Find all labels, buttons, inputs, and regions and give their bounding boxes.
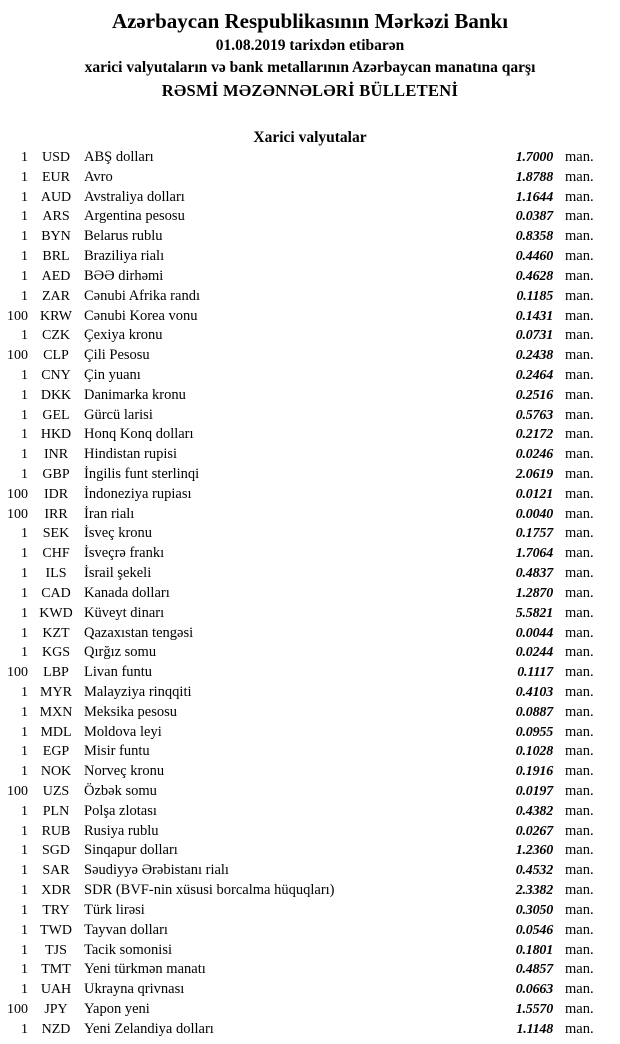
- row-quantity: 100: [7, 784, 28, 799]
- row-currency-code: TWD: [40, 922, 72, 938]
- table-row: [0, 822, 620, 842]
- row-unit: man.: [565, 921, 594, 938]
- table-row: [0, 267, 620, 287]
- table-row: [0, 287, 620, 307]
- row-quantity: 1: [21, 883, 28, 899]
- table-row: [0, 742, 620, 762]
- table-row: [0, 1020, 620, 1040]
- table-row: [0, 861, 620, 881]
- row-rate: 0.0040: [515, 506, 553, 522]
- table-row: [0, 346, 620, 366]
- row-unit: man.: [565, 1020, 594, 1037]
- row-unit: man.: [565, 505, 594, 522]
- row-unit: man.: [565, 426, 594, 443]
- row-currency-code: MXN: [39, 704, 73, 720]
- row-rate: 0.2464: [515, 367, 553, 383]
- row-currency-code: TJS: [45, 942, 67, 958]
- row-currency-code: CAD: [41, 585, 71, 601]
- row-currency-name: Çexiya kronu: [84, 327, 163, 344]
- row-currency-code: MYR: [40, 684, 72, 700]
- row-currency-code: NZD: [41, 1021, 71, 1037]
- row-quantity: 1: [21, 367, 28, 383]
- row-unit: man.: [565, 525, 594, 542]
- row-rate: 0.5763: [515, 407, 553, 423]
- table-row: [0, 227, 620, 247]
- rates-table: [0, 148, 620, 1040]
- row-currency-code: CZK: [42, 328, 70, 344]
- row-quantity: 1: [21, 288, 28, 304]
- row-rate: 0.1028: [515, 744, 553, 760]
- row-quantity: 1: [21, 467, 28, 482]
- row-unit: man.: [565, 703, 594, 720]
- row-quantity: 1: [21, 704, 28, 720]
- table-row: [0, 168, 620, 188]
- row-quantity: 1: [21, 764, 28, 780]
- row-rate: 1.7064: [515, 546, 553, 562]
- row-quantity: 100: [7, 348, 28, 364]
- row-unit: man.: [565, 882, 594, 899]
- row-currency-name: Gürcü larisi: [84, 406, 153, 423]
- row-currency-code: BRL: [42, 249, 70, 265]
- row-quantity: 1: [21, 546, 28, 562]
- table-row: [0, 980, 620, 1000]
- row-rate: 0.0546: [515, 922, 553, 938]
- row-unit: man.: [565, 248, 594, 265]
- row-rate: 0.0246: [515, 447, 553, 463]
- table-row: [0, 762, 620, 782]
- row-currency-name: Norveç kronu: [84, 763, 165, 780]
- row-quantity: 1: [21, 268, 28, 284]
- table-row: [0, 683, 620, 703]
- row-currency-name: Misir funtu: [84, 743, 150, 760]
- row-currency-name: Küveyt dinarı: [84, 604, 165, 621]
- row-quantity: 1: [21, 249, 28, 265]
- table-row: [0, 960, 620, 980]
- row-unit: man.: [565, 446, 594, 463]
- row-currency-code: ARS: [42, 209, 70, 225]
- row-quantity: 1: [21, 387, 28, 403]
- row-quantity: 1: [21, 209, 28, 225]
- row-unit: man.: [565, 565, 594, 582]
- bulletin-title: RƏSMİ MƏZƏNNƏLƏRİ BÜLLETENİ: [161, 81, 459, 100]
- table-row: [0, 703, 620, 723]
- table-row: [0, 307, 620, 327]
- row-rate: 0.4857: [515, 962, 553, 978]
- row-unit: man.: [565, 1000, 594, 1017]
- row-currency-code: UZS: [42, 784, 70, 799]
- row-quantity: 1: [21, 823, 28, 839]
- row-rate: 0.0267: [515, 823, 553, 839]
- table-row: [0, 524, 620, 544]
- table-row: [0, 326, 620, 346]
- row-currency-code: KRW: [40, 308, 72, 324]
- row-unit: man.: [565, 327, 594, 344]
- row-rate: 2.0619: [515, 467, 553, 482]
- row-currency-code: TRY: [42, 902, 70, 918]
- table-row: [0, 624, 620, 644]
- row-rate: 0.0387: [515, 209, 553, 225]
- row-unit: man.: [565, 386, 594, 403]
- row-unit: man.: [565, 961, 594, 978]
- table-row: [0, 841, 620, 861]
- row-quantity: 1: [21, 962, 28, 978]
- row-quantity: 100: [7, 1001, 28, 1017]
- row-currency-code: SGD: [41, 843, 70, 859]
- row-unit: man.: [565, 307, 594, 324]
- row-currency-code: CHF: [42, 546, 70, 562]
- row-quantity: 1: [21, 605, 28, 621]
- table-row: [0, 782, 620, 802]
- row-currency-name: SDR (BVF-nin xüsusi borcalma hüquqları): [84, 882, 335, 899]
- row-unit: man.: [565, 267, 594, 284]
- row-unit: man.: [565, 723, 594, 740]
- row-currency-name: Danimarka kronu: [84, 386, 186, 403]
- row-unit: man.: [565, 644, 594, 661]
- row-currency-code: SEK: [42, 526, 70, 542]
- row-quantity: 1: [21, 863, 28, 879]
- row-quantity: 1: [21, 1021, 28, 1037]
- table-row: [0, 544, 620, 564]
- row-unit: man.: [565, 822, 594, 839]
- row-quantity: 1: [21, 150, 28, 165]
- table-row: [0, 207, 620, 227]
- row-currency-name: İsveçrə frankı: [84, 545, 165, 562]
- row-rate: 0.4460: [515, 249, 553, 265]
- row-rate: 0.1801: [515, 942, 553, 958]
- row-currency-code: GBP: [42, 467, 70, 482]
- row-unit: man.: [565, 862, 594, 879]
- row-currency-name: Ukrayna qrivnası: [84, 981, 185, 998]
- row-unit: man.: [565, 683, 594, 700]
- row-currency-name: Meksika pesosu: [84, 703, 178, 720]
- row-currency-name: BƏƏ dirhəmi: [84, 267, 164, 284]
- table-row: [0, 901, 620, 921]
- row-currency-code: EGP: [42, 744, 70, 760]
- row-quantity: 1: [21, 803, 28, 819]
- row-currency-name: Polşa zlotası: [84, 802, 157, 819]
- row-currency-code: BYN: [41, 229, 71, 245]
- row-unit: man.: [565, 545, 594, 562]
- row-quantity: 1: [21, 407, 28, 423]
- row-currency-code: TMT: [41, 962, 71, 978]
- row-unit: man.: [565, 406, 594, 423]
- row-rate: 1.2360: [515, 843, 553, 859]
- row-unit: man.: [565, 941, 594, 958]
- row-currency-code: CLP: [43, 348, 69, 364]
- table-row: [0, 723, 620, 743]
- row-rate: 0.3050: [515, 902, 553, 918]
- table-row: [0, 802, 620, 822]
- row-unit: man.: [565, 802, 594, 819]
- row-currency-name: Livan funtu: [84, 664, 153, 681]
- table-row: [0, 643, 620, 663]
- row-quantity: 1: [21, 169, 28, 185]
- row-currency-name: Qırğız somu: [84, 644, 157, 661]
- row-rate: 0.4532: [515, 863, 553, 879]
- row-rate: 1.5570: [515, 1001, 553, 1017]
- table-row: [0, 386, 620, 406]
- table-row: [0, 148, 620, 168]
- row-quantity: 100: [7, 506, 28, 522]
- row-currency-code: IRR: [44, 506, 68, 522]
- table-row: [0, 465, 620, 485]
- row-rate: 2.3382: [515, 883, 553, 899]
- row-rate: 0.0663: [515, 982, 553, 998]
- row-quantity: 100: [7, 486, 28, 502]
- row-rate: 0.0887: [515, 704, 553, 720]
- table-row: [0, 406, 620, 426]
- row-unit: man.: [565, 347, 594, 364]
- row-currency-code: AUD: [40, 189, 72, 205]
- row-currency-name: İran rialı: [84, 505, 135, 522]
- row-rate: 0.4382: [515, 803, 553, 819]
- row-currency-name: Moldova leyi: [84, 723, 162, 740]
- row-quantity: 100: [7, 308, 28, 324]
- row-rate: 0.1185: [516, 288, 553, 304]
- row-currency-name: Argentina pesosu: [84, 208, 185, 225]
- row-quantity: 1: [21, 982, 28, 998]
- row-currency-name: Yeni Zelandiya dolları: [84, 1020, 214, 1037]
- row-unit: man.: [565, 743, 594, 760]
- table-row: [0, 366, 620, 386]
- row-unit: man.: [565, 901, 594, 918]
- row-currency-name: Səudiyyə Ərəbistanı rialı: [84, 862, 229, 879]
- row-quantity: 1: [21, 585, 28, 601]
- row-rate: 0.0244: [515, 645, 553, 661]
- row-quantity: 1: [21, 902, 28, 918]
- row-rate: 5.5821: [515, 605, 553, 621]
- row-unit: man.: [565, 763, 594, 780]
- row-currency-name: İsveç kronu: [84, 525, 153, 542]
- row-rate: 0.4103: [515, 684, 553, 700]
- row-currency-code: ILS: [45, 566, 67, 582]
- row-currency-name: Malayziya rinqqiti: [84, 683, 192, 700]
- row-unit: man.: [565, 287, 594, 304]
- table-row: [0, 564, 620, 584]
- row-quantity: 1: [21, 427, 28, 443]
- row-currency-code: EUR: [42, 169, 70, 185]
- row-rate: 0.4628: [515, 268, 553, 284]
- row-unit: man.: [565, 783, 594, 799]
- row-quantity: 1: [21, 645, 28, 661]
- row-quantity: 1: [21, 526, 28, 542]
- row-currency-name: Hindistan rupisi: [84, 446, 178, 463]
- row-currency-name: Türk lirəsi: [84, 901, 145, 918]
- table-row: [0, 584, 620, 604]
- row-currency-name: Rusiya rublu: [84, 822, 159, 839]
- row-currency-code: PLN: [42, 803, 70, 819]
- row-currency-code: MDL: [40, 724, 72, 740]
- row-rate: 0.1916: [515, 764, 553, 780]
- row-currency-code: XDR: [41, 883, 71, 899]
- row-currency-code: ZAR: [42, 288, 70, 304]
- bulletin-header: [0, 0, 620, 102]
- row-currency-code: GEL: [42, 407, 70, 423]
- row-unit: man.: [565, 664, 594, 681]
- row-quantity: 1: [21, 189, 28, 205]
- row-unit: man.: [565, 366, 594, 383]
- row-currency-code: UAH: [40, 982, 72, 998]
- row-currency-code: NOK: [40, 764, 72, 780]
- table-row: [0, 921, 620, 941]
- row-unit: man.: [565, 485, 594, 502]
- bank-name: Azərbaycan Respublikasının Mərkəzi Bankı: [111, 9, 509, 33]
- row-rate: 0.1431: [515, 308, 553, 324]
- row-rate: 0.0121: [515, 486, 553, 502]
- row-rate: 0.1757: [515, 526, 553, 542]
- row-quantity: 1: [21, 566, 28, 582]
- row-rate: 0.0197: [515, 784, 553, 799]
- row-unit: man.: [565, 208, 594, 225]
- effective-date: 01.08.2019 tarixdən etibarən: [215, 37, 405, 54]
- row-currency-code: LBP: [43, 665, 69, 681]
- row-currency-name: Tacik somonisi: [84, 941, 172, 958]
- row-currency-name: İndoneziya rupiası: [84, 485, 192, 502]
- section-title: Xarici valyutalar: [253, 129, 367, 146]
- row-quantity: 1: [21, 229, 28, 245]
- row-rate: 1.8788: [515, 169, 553, 185]
- row-currency-code: INR: [43, 447, 69, 463]
- row-quantity: 1: [21, 942, 28, 958]
- row-currency-name: Özbək somu: [84, 783, 157, 799]
- row-currency-code: AED: [41, 268, 71, 284]
- row-currency-name: Qazaxıstan tengəsi: [84, 624, 194, 641]
- row-rate: 0.2438: [515, 348, 553, 364]
- row-currency-code: SAR: [42, 863, 70, 879]
- row-currency-code: KZT: [42, 625, 70, 641]
- row-rate: 1.7000: [515, 150, 553, 165]
- row-unit: man.: [565, 228, 594, 245]
- row-currency-name: Avstraliya dolları: [84, 188, 185, 205]
- row-quantity: 1: [21, 922, 28, 938]
- row-rate: 0.0044: [515, 625, 553, 641]
- row-currency-name: Avro: [84, 168, 113, 185]
- row-currency-code: DKK: [40, 387, 72, 403]
- row-rate: 0.8358: [515, 229, 553, 245]
- row-currency-name: Tayvan dolları: [84, 921, 168, 938]
- row-currency-name: Çin yuanı: [84, 366, 141, 383]
- row-currency-name: İsrail şekeli: [84, 565, 152, 582]
- row-currency-code: KGS: [41, 645, 70, 661]
- row-currency-name: Yapon yeni: [84, 1000, 150, 1017]
- row-unit: man.: [565, 842, 594, 859]
- table-row: [0, 604, 620, 624]
- row-rate: 0.1117: [517, 665, 553, 681]
- row-quantity: 1: [21, 328, 28, 344]
- row-unit: man.: [565, 466, 594, 482]
- row-rate: 1.2870: [515, 585, 553, 601]
- row-rate: 0.4837: [515, 566, 553, 582]
- row-quantity: 1: [21, 843, 28, 859]
- row-rate: 0.0731: [515, 328, 553, 344]
- table-row: [0, 663, 620, 683]
- row-quantity: 1: [21, 744, 28, 760]
- row-currency-name: Yeni türkmən manatı: [84, 961, 206, 978]
- row-currency-code: CNY: [41, 367, 71, 383]
- row-rate: 1.1644: [515, 189, 553, 205]
- table-row: [0, 485, 620, 505]
- table-row: [0, 1000, 620, 1020]
- table-row: [0, 188, 620, 208]
- row-currency-name: Sinqapur dolları: [84, 842, 178, 859]
- row-currency-code: RUB: [41, 823, 71, 839]
- row-unit: man.: [565, 624, 594, 641]
- row-quantity: 1: [21, 625, 28, 641]
- table-row: [0, 425, 620, 445]
- row-currency-name: İngilis funt sterlinqi: [84, 466, 200, 482]
- row-rate: 1.1148: [516, 1021, 553, 1037]
- row-currency-name: Çili Pesosu: [84, 347, 150, 364]
- row-currency-name: Belarus rublu: [84, 228, 163, 245]
- row-rate: 0.2516: [515, 387, 553, 403]
- row-currency-code: USD: [41, 150, 70, 165]
- row-unit: man.: [565, 604, 594, 621]
- table-row: [0, 941, 620, 961]
- row-rate: 0.2172: [515, 427, 553, 443]
- table-row: [0, 881, 620, 901]
- row-currency-name: Kanada dolları: [84, 584, 170, 601]
- bulletin-subtitle: xarici valyutaların və bank metallarının Azərbaycan manatına qarşı: [84, 59, 536, 76]
- row-currency-code: HKD: [40, 427, 72, 443]
- row-currency-code: JPY: [44, 1001, 68, 1017]
- table-row: [0, 445, 620, 465]
- row-unit: man.: [565, 188, 594, 205]
- row-currency-name: Cənubi Korea vonu: [84, 307, 198, 324]
- row-quantity: 1: [21, 684, 28, 700]
- row-rate: 0.0955: [515, 724, 553, 740]
- table-row: [0, 505, 620, 525]
- row-unit: man.: [565, 168, 594, 185]
- row-quantity: 100: [7, 665, 28, 681]
- row-currency-code: IDR: [43, 486, 69, 502]
- row-unit: man.: [565, 149, 594, 165]
- row-unit: man.: [565, 584, 594, 601]
- table-row: [0, 247, 620, 267]
- row-currency-name: Braziliya rialı: [84, 248, 165, 265]
- row-currency-name: Honq Konq dolları: [84, 426, 194, 443]
- row-currency-name: Cənubi Afrika randı: [84, 287, 200, 304]
- row-currency-code: KWD: [39, 605, 73, 621]
- row-currency-name: ABŞ dolları: [84, 149, 154, 165]
- row-quantity: 1: [21, 724, 28, 740]
- row-unit: man.: [565, 981, 594, 998]
- row-quantity: 1: [21, 447, 28, 463]
